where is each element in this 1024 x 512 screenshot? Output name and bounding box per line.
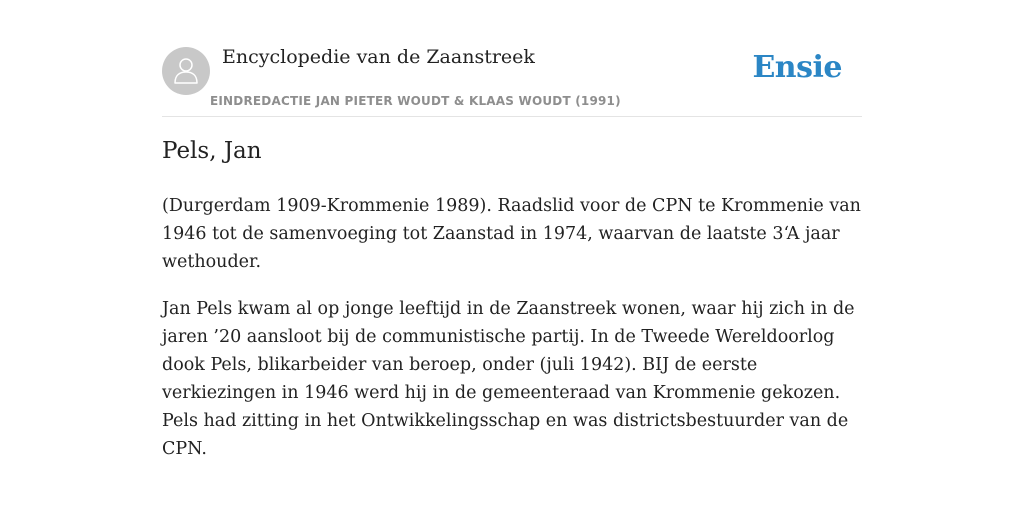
entry-paragraph: Jan Pels kwam al op jonge leeftijd in de Zaanstreek wonen, waar hij zich in de jaren ’20 aansloot bij de communistische partij. In de Tweede Wereldoorlog dook Pels, blikarbeider van beroep, onder (juli 1942). BIJ de eerste verkiezingen in 1946 werd hij in de gemeenteraad van Krommenie gekozen. Pels had zitting in het Ontwikkelingsschap en was districtsbestuurder van de CPN. <box>162 299 855 459</box>
publication-avatar[interactable] <box>162 47 210 95</box>
ensie-logo[interactable]: Ensie <box>752 50 842 85</box>
entry-paragraph: (Durgerdam 1909-Krommenie 1989). Raadslid voor de CPN te Krommenie van 1946 tot de samenvoeging tot Zaanstad in 1974, waarvan de laatste 3‘A jaar wethouder. <box>162 196 861 272</box>
publication-title[interactable]: Encyclopedie van de Zaanstreek <box>222 46 535 68</box>
entry-body <box>162 192 862 482</box>
entry-title: Pels, Jan <box>162 138 262 164</box>
editors-credit: EINDREDACTIE JAN PIETER WOUDT & KLAAS WOUDT (1991) <box>210 94 621 108</box>
publication-header <box>162 44 862 117</box>
